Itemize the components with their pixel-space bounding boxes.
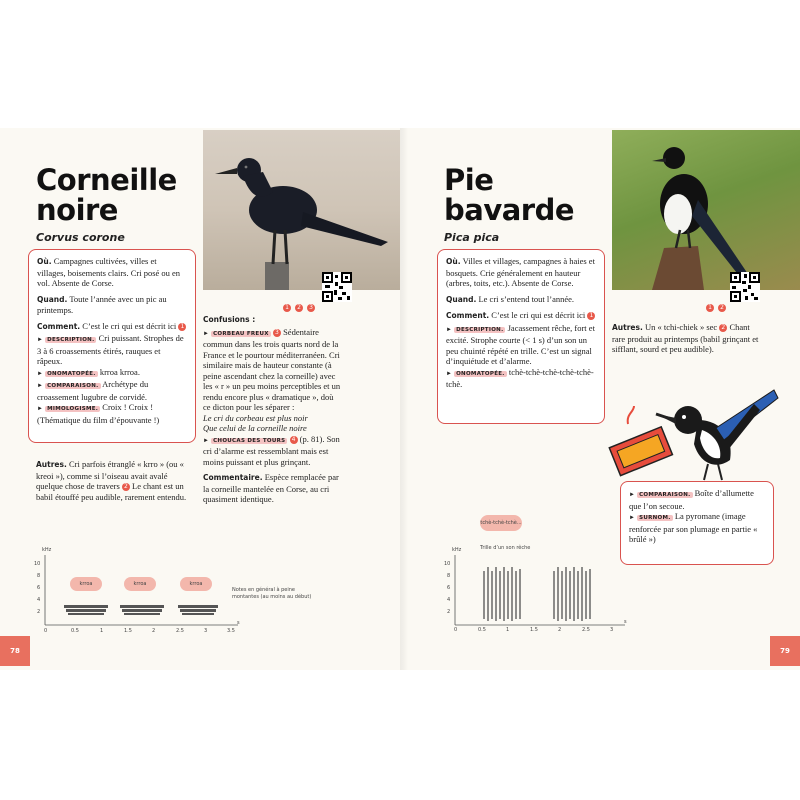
bullet-arrow-icon: ► (629, 515, 635, 521)
description-text: Cri puissant. Strophes de 3 à 6 croassements étirés, rauques et râpeux. (37, 333, 184, 366)
choucas-tag: CHOUCAS DES TOURS (213, 437, 286, 444)
x-unit: s (624, 619, 627, 625)
bullet-arrow-icon: ► (37, 383, 43, 389)
left-qr-code[interactable] (322, 272, 352, 302)
autres-label: Autres. (612, 323, 643, 332)
comparaison-tag: COMPARAISON. (639, 492, 691, 498)
left-latin-name: Corvus corone (36, 231, 125, 244)
quand-label: Quand. (446, 294, 477, 304)
x-tick: 3 (610, 627, 614, 633)
y-tick: 6 (37, 585, 41, 591)
dicton-line-1: Le cri du corbeau est plus noir (203, 412, 308, 423)
confusions-label: Confusions : (203, 315, 256, 324)
left-autres (36, 459, 196, 502)
sound-bubble: krroa (180, 577, 212, 591)
y-tick: 10 (34, 561, 41, 567)
description-text: Jacassement rêche, fort et excité. Strophe courte (< 1 s) d’un son un peu chuinté répété en trille. C’est un signal d’inquiétude et d’alarme. (446, 322, 595, 366)
onomatopee-tag: ONOMATOPÉE. (47, 370, 96, 377)
right-title-line1: Pie (444, 163, 494, 197)
surnom-text: La pyromane (image renforcée par son plumage en partie « brûlé ») (629, 511, 758, 544)
left-title (36, 165, 177, 225)
right-title-line2: bavarde (444, 193, 575, 227)
sound-bubble: tchè-tchè-tchè... (480, 515, 522, 531)
right-info-box (437, 249, 605, 424)
y-tick: 2 (37, 609, 41, 615)
magpie-photo (612, 130, 800, 290)
right-spectro-note: Trille d’un son rêche (480, 545, 531, 551)
qr-code-icon (730, 272, 760, 302)
magpie-illustration (612, 130, 800, 290)
right-title (444, 165, 574, 225)
autres-sound-dot[interactable]: 2 (719, 324, 727, 332)
right-qr-code[interactable] (730, 272, 760, 302)
left-spectrogram (28, 545, 243, 635)
book-gutter (400, 128, 414, 670)
onomatopee-text: krroa krroa. (99, 366, 140, 377)
comparaison-text: Boîte d’allumette que l’on secoue. (629, 488, 754, 511)
bullet-arrow-icon: ► (37, 370, 43, 377)
right-sound-dots (706, 299, 726, 317)
autres-text-2: Le chant est un babil étouffé peu audible, rarement entendu. (36, 481, 187, 502)
comment-text: C’est le cri qui est décrit ici (82, 320, 177, 331)
comparaison-text: Archétype du croassement lugubre de corvidé. (37, 379, 149, 402)
bullet-arrow-icon: ► (37, 406, 43, 412)
autres-text: Un « tchi-chiek » sec (644, 322, 718, 332)
autres-label: Autres. (36, 460, 67, 469)
y-tick: 6 (447, 585, 451, 591)
sound-dot-1[interactable]: 1 (283, 304, 291, 312)
sound-dot-3[interactable]: 3 (307, 304, 315, 312)
x-tick: 3.5 (227, 628, 235, 634)
y-tick: 2 (447, 609, 451, 615)
sound-dot-2[interactable]: 2 (718, 304, 726, 312)
x-tick: 0.5 (71, 628, 79, 634)
right-autres (612, 322, 762, 355)
bullet-arrow-icon: ► (446, 326, 452, 333)
qr-code-icon (322, 272, 352, 302)
comment-label: Comment. (37, 321, 81, 331)
bullet-arrow-icon: ► (629, 492, 635, 498)
quand-text: Le cri s’entend tout l’année. (478, 293, 575, 304)
crow-illustration (203, 130, 400, 290)
sound-bubble: krroa (124, 577, 156, 591)
x-tick: 1.5 (124, 628, 132, 634)
left-title-line2: noire (36, 193, 118, 227)
description-tag: DESCRIPTION. (456, 326, 504, 333)
crow-photo (203, 130, 400, 290)
x-tick: 2 (152, 628, 156, 634)
ou-text: Villes et villages, campagnes à haies et bosquets. Crie généralement en hauteur (arbres, toits, etc.). Absente de Corse. (446, 256, 595, 288)
y-tick: 4 (447, 597, 451, 603)
y-tick: 10 (444, 561, 451, 567)
comparaison-tag: COMPARAISON. (47, 383, 99, 389)
x-tick: 0 (454, 627, 458, 633)
left-title-line1: Corneille (36, 163, 177, 197)
sound-dot-1[interactable]: 1 (706, 304, 714, 312)
right-spectrogram (440, 515, 630, 635)
onomatopee-text: tchè-tchè-tchè-tchè-tchè-tchè. (446, 366, 594, 389)
quand-label: Quand. (37, 294, 68, 304)
corbeau-freux-tag: CORBEAU FREUX (213, 330, 269, 337)
x-tick: 0 (44, 628, 48, 634)
autres-sound-dot[interactable]: 2 (122, 483, 130, 491)
comment-sound-dot[interactable]: 1 (178, 323, 186, 331)
bullet-arrow-icon: ► (203, 330, 209, 337)
spectro-y-unit: kHz (452, 547, 462, 553)
onomatopee-tag: ONOMATOPÉE. (456, 370, 505, 377)
x-tick: 2 (558, 627, 562, 633)
bullet-arrow-icon: ► (446, 370, 452, 377)
left-spectro-note: Notes en général à peine montantes (au moins au début) (232, 587, 312, 600)
surnom-tag: SURNOM. (639, 515, 671, 521)
bullet-arrow-icon: ► (37, 337, 43, 343)
x-tick: 2.5 (176, 628, 184, 634)
x-tick: 3 (204, 628, 208, 634)
quand-text: Toute l’année avec un pic au printemps. (37, 293, 167, 315)
choucas-text: (p. 81). Son cri d’alarme est ressemblant mais est moins puissant et plus grinçant. (203, 433, 340, 467)
corbeau-sound-dot[interactable]: 3 (273, 329, 281, 337)
x-tick: 1 (506, 627, 510, 633)
sound-bubble: krroa (70, 577, 102, 591)
ou-label: Où. (37, 257, 52, 266)
comment-sound-dot[interactable]: 1 (587, 312, 595, 320)
right-illustration-box (620, 481, 774, 565)
sound-dot-2[interactable]: 2 (295, 304, 303, 312)
x-unit: s (237, 620, 240, 626)
x-tick: 2.5 (582, 627, 590, 633)
commentaire-text: Espèce remplacée par la corneille mantelée en Corse, au cri quasiment identique. (203, 472, 339, 504)
y-tick: 4 (37, 597, 41, 603)
x-tick: 1 (100, 628, 104, 634)
commentaire-label: Commentaire. (203, 473, 263, 482)
choucas-sound-dot[interactable]: 4 (290, 436, 298, 444)
spectro-y-unit: kHz (42, 547, 52, 553)
comment-label: Comment. (446, 311, 490, 320)
spectro-axes (440, 515, 630, 635)
x-tick: 1.5 (530, 627, 538, 633)
autres-text-2: Chant rare produit au printemps (babil grinçant et sifflant, sourd et peu audible). (612, 322, 759, 354)
dicton-line-2: Que celui de la corneille noire (203, 423, 307, 433)
left-confusions (203, 314, 343, 510)
magpie-matchbox-illustration (604, 384, 780, 484)
mimologisme-tag: MIMOLOGISME. (47, 406, 99, 412)
right-latin-name: Pica pica (444, 231, 500, 244)
mimologisme-text: Croix ! Croix ! (Thématique du film d’épouvante !) (37, 402, 160, 425)
x-tick: 0.5 (478, 627, 486, 633)
left-page-number: 78 (0, 636, 30, 666)
corbeau-text: Sédentaire commun dans les trois quarts nord de la France et le pourtour méditerranéen. Cri similaire mais de hauteur constante (à peine ascendant chez la corneille) avec les « r » un peu moins perceptibles et un rendu encore plus « dramatique », doù ce dicton pour les séparer : (203, 326, 341, 412)
ou-label: Où. (446, 257, 461, 266)
right-page-number: 79 (770, 636, 800, 666)
autres-text: Cri parfois étranglé « krro » (ou « kreoi »), comme si l’oiseau avait avalé quelque chose de travers (36, 459, 184, 491)
ou-text: Campagnes cultivées, villes et villages, boisements clairs. Cri posé ou en vol. Absente de Corse. (37, 256, 181, 288)
y-tick: 8 (447, 573, 451, 579)
bullet-arrow-icon: ► (203, 437, 209, 444)
y-tick: 8 (37, 573, 41, 579)
description-tag: DESCRIPTION. (47, 337, 95, 343)
comment-text: C’est le cri qui est décrit ici (491, 310, 586, 320)
left-info-box (28, 249, 196, 443)
